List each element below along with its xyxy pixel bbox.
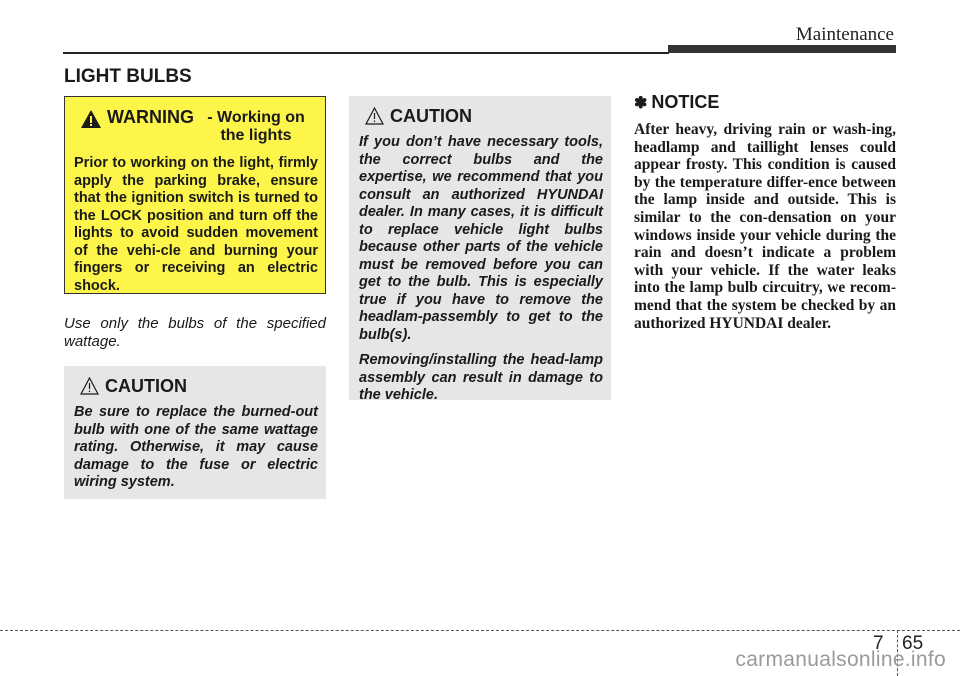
header-rule xyxy=(63,52,669,54)
watermark: carmanualsonline.info xyxy=(735,648,946,671)
caution-label: CAUTION xyxy=(105,375,187,396)
warning-header xyxy=(74,107,318,155)
notice-label: NOTICE xyxy=(651,92,720,112)
section-title: LIGHT BULBS xyxy=(64,66,192,87)
notice-header xyxy=(634,92,719,113)
caution-body: Be sure to replace the burned-out bulb with one of the same wattage rating. Otherwise, it may cause damage to the fuse or electric wiring system. xyxy=(74,404,318,490)
warning-box xyxy=(64,96,326,294)
page-number: 65 xyxy=(902,633,924,654)
header-bar xyxy=(668,45,896,53)
caution-header xyxy=(359,104,603,128)
notice-body: After heavy, driving rain or wash-ing, headlamp and taillight lenses could appear frosty. This condition is caused by the temperature differ-ence between the lamp inside and outside. This is similar to the con-densation on your windows inside your vehicle during the rain and doesn’t indicate a problem with your vehicle. If the water leaks into the lamp bulb circuitry, we recom-mend that the system be checked by an authorized HYUNDAI dealer. xyxy=(634,121,896,332)
caution-triangle-icon xyxy=(365,107,384,125)
notice-mark-icon: ✽ xyxy=(634,94,648,112)
lamp-note: Use only the bulbs of the specified wattage. xyxy=(64,315,326,350)
header-title: Maintenance xyxy=(795,24,894,45)
caution-triangle-icon xyxy=(80,377,99,395)
caution-body xyxy=(359,134,603,405)
warning-label: WARNING xyxy=(107,107,194,127)
caution-label: CAUTION xyxy=(390,105,472,126)
caution-box-tools xyxy=(349,96,611,403)
caution-box-wattage xyxy=(64,366,326,499)
chapter-number: 7 xyxy=(873,633,884,654)
warning-body: Prior to working on the light, firmly apply the parking brake, ensure that the ignition switch is turned to the LOCK position and turn off the lights to avoid sudden movement of the vehi-cle and burning your fingers or receiving an electric shock. xyxy=(74,155,318,294)
caution-paragraph-1: If you don’t have necessary tools, the correct bulbs and the expertise, we recommend that you consult an authorized HYUNDAI dealer. In many cases, it is difficult to replace vehicle light bulbs because other parts of the vehicle must be removed before you can get to the bulb. This is especially true if you have to remove the headlam-passembly to get to the bulb(s). xyxy=(359,134,603,343)
caution-header xyxy=(74,374,318,398)
warning-triangle-icon xyxy=(80,109,102,129)
warning-subtitle: - Working on the lights xyxy=(207,109,305,144)
caution-paragraph-2: Removing/installing the head-lamp assembly can result in damage to the vehicle. xyxy=(359,352,603,403)
footer-rule xyxy=(0,630,960,631)
